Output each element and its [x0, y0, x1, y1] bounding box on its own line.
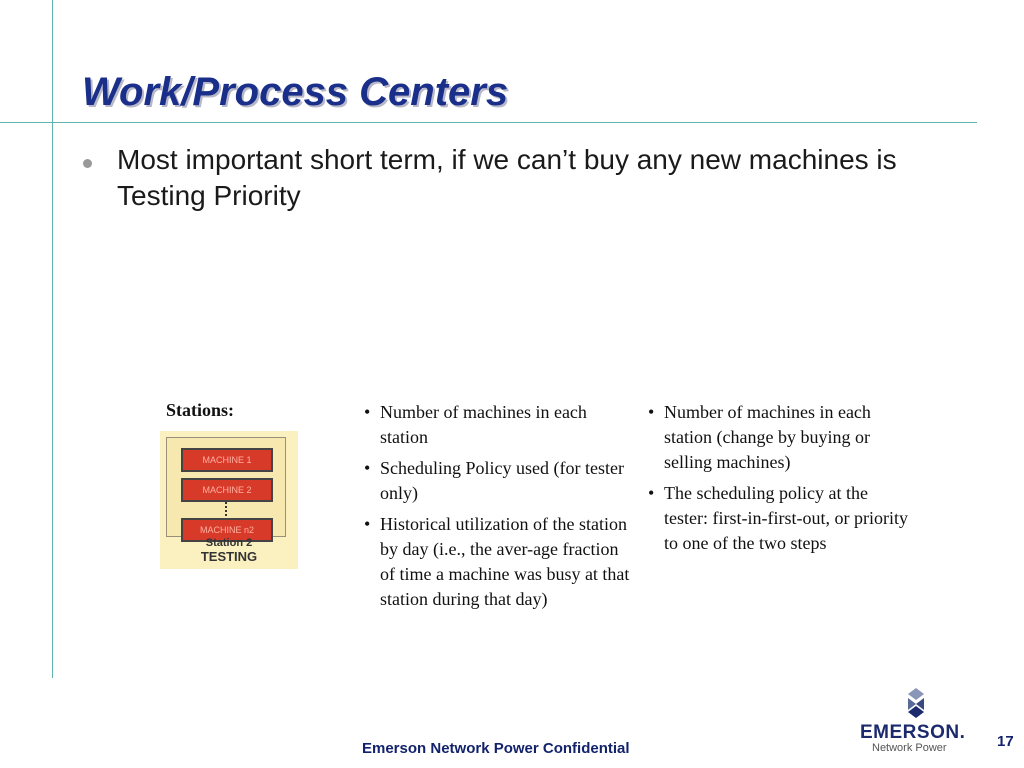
vertical-rule: [52, 0, 53, 678]
station-diagram: [160, 431, 298, 569]
list-item: • Scheduling Policy used (for tester only): [362, 456, 632, 506]
logo-sub: Network Power: [872, 742, 947, 754]
machine-1: MACHINE 1: [181, 448, 273, 472]
bullet-dot-icon: [83, 159, 92, 168]
list-item: • The scheduling policy at the tester: first-in-first-out, or priority to one of the two steps: [646, 481, 916, 556]
bullet-text: Most important short term, if we can’t buy any new machines is Testing Priority: [117, 144, 897, 211]
emerson-logo-icon: [904, 688, 928, 720]
column-current: [362, 400, 632, 618]
stations-label: Stations:: [166, 400, 235, 420]
slide-title: Work/Process Centers: [82, 70, 509, 114]
stations-figure: [158, 396, 928, 646]
machine-n2: MACHINE n2: [181, 518, 273, 542]
footer-confidential: Emerson Network Power Confidential: [362, 740, 630, 757]
list-item: • Number of machines in each station: [362, 400, 632, 450]
logo-word: EMERSON.: [860, 722, 966, 743]
page-number: 17: [997, 733, 1014, 750]
station-frame: [166, 437, 286, 537]
emerson-logo: [858, 688, 978, 758]
station-name: Station 2: [205, 537, 253, 549]
machine-2: MACHINE 2: [181, 478, 273, 502]
ellipsis-icon: [225, 502, 231, 516]
list-item: • Number of machines in each station (change by buying or selling machines): [646, 400, 916, 475]
list-item: • Historical utilization of the station by day (i.e., the aver-age fraction of time a machine was busy at that station during that day): [362, 512, 632, 612]
column-changes: [646, 400, 916, 562]
horizontal-rule: [0, 122, 977, 123]
station-type: TESTING: [200, 549, 258, 564]
bullet-item: [80, 142, 910, 214]
